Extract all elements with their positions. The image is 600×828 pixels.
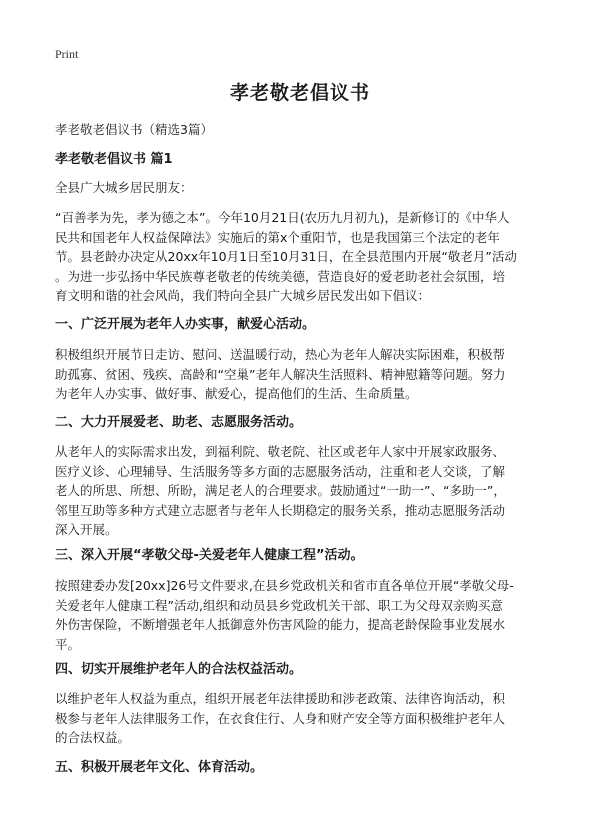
- paragraph-line: 助孤寡、贫困、残疾、高龄和“空巢”老年人解决生活照料、精神慰籍等问题。努力: [55, 366, 506, 382]
- paragraph-line: 极参与老年人法律服务工作，在衣食住行、人身和财产安全等方面积极维护老年人: [55, 710, 506, 726]
- item-paragraph-2: [55, 442, 551, 540]
- paragraph-line: 邻里互助等多种方式建立志愿者与老年人长期稳定的服务关系，推动志愿服务活动: [55, 502, 506, 518]
- item-paragraph-1: [55, 345, 551, 404]
- paragraph-line: 育文明和谐的社会风尚，我们特向全县广大城乡居民发出如下倡议：: [55, 288, 431, 303]
- item-heading-1: 一、广泛开展为老年人办实事，献爱心活动。: [55, 317, 316, 332]
- paragraph-line: 从老年人的实际需求出发，到福利院、敬老院、社区或老年人家中开展家政服务、: [55, 444, 506, 459]
- salutation: 全县广大城乡居民朋友：: [55, 180, 193, 195]
- section-heading: 孝老敬老倡议书 篇1: [55, 152, 173, 167]
- paragraph-line: 。为进一步弘扬中华民族尊老敬老的传统美德，营造良好的爱老助老社会氛围，培: [55, 268, 506, 284]
- paragraph-line: 为老年人办实事、做好事、献爱心，提高他们的生活、生命质量。: [55, 386, 418, 401]
- paragraph-line: 医疗义诊、心理辅导、生活服务等多方面的志愿服务活动，注重和老人交谈，了解: [55, 463, 506, 479]
- paragraph-line: 关爱老年人健康工程”活动,组织和动员县乡党政机关干部、职工为父母双亲购买意: [55, 597, 503, 613]
- item-heading-2: 二、大力开展爱老、助老、志愿服务活动。: [55, 415, 303, 430]
- paragraph-line: 老人的所思、所想、所盼，满足老人的合理要求。鼓励通过“一助一”、“多助一”，: [55, 483, 506, 498]
- paragraph-line: 平。: [55, 636, 81, 652]
- paragraph-line: 以维护老年人权益为重点，组织开展老年法律援助和涉老政策、法律咨询活动，积: [55, 691, 506, 706]
- paragraph-line: “百善孝为先，孝为德之本”。今年10月21日(农历九月初九)，是新修订的《中华人: [55, 210, 510, 225]
- paragraph-line: 外伤害保险，不断增强老年人抵御意外伤害风险的能力，提高老龄保险事业发展水: [55, 617, 506, 632]
- item-heading-4: 四、切实开展维护老年人的合法权益活动。: [55, 662, 303, 677]
- intro-paragraph: [55, 208, 551, 306]
- item-heading-5: 五、积极开展老年文化、体育活动。: [55, 760, 264, 775]
- document-title: 孝老敬老倡议书: [229, 82, 370, 104]
- item-paragraph-3: [55, 576, 551, 654]
- paragraph-line: 民共和国老年人权益保障法》实施后的第x个重阳节，也是我国第三个法定的老年: [55, 229, 500, 245]
- document-subtitle: 孝老敬老倡议书（精选3篇）: [55, 122, 213, 137]
- paragraph-line: 节。县老龄办决定从20xx年10月1日至10月31日，在全县范围内开展“敬老月”活动: [55, 249, 517, 264]
- paragraph-line: 按照建委办发[20xx]26号文件要求,在县乡党政机关和省市直各单位开展“孝敬父母-: [55, 578, 514, 593]
- paragraph-line: 积极组织开展节日走访、慰问、送温暖行动，热心为老年人解决实际困难，积极帮: [55, 347, 506, 362]
- paragraph-line: 的合法权益。: [55, 730, 131, 745]
- paragraph-line: 深入开展。: [55, 522, 118, 537]
- print-link[interactable]: Print: [55, 47, 79, 61]
- item-paragraph-4: [55, 689, 551, 748]
- item-heading-3: 三、深入开展“孝敬父母-关爱老年人健康工程”活动。: [55, 548, 364, 563]
